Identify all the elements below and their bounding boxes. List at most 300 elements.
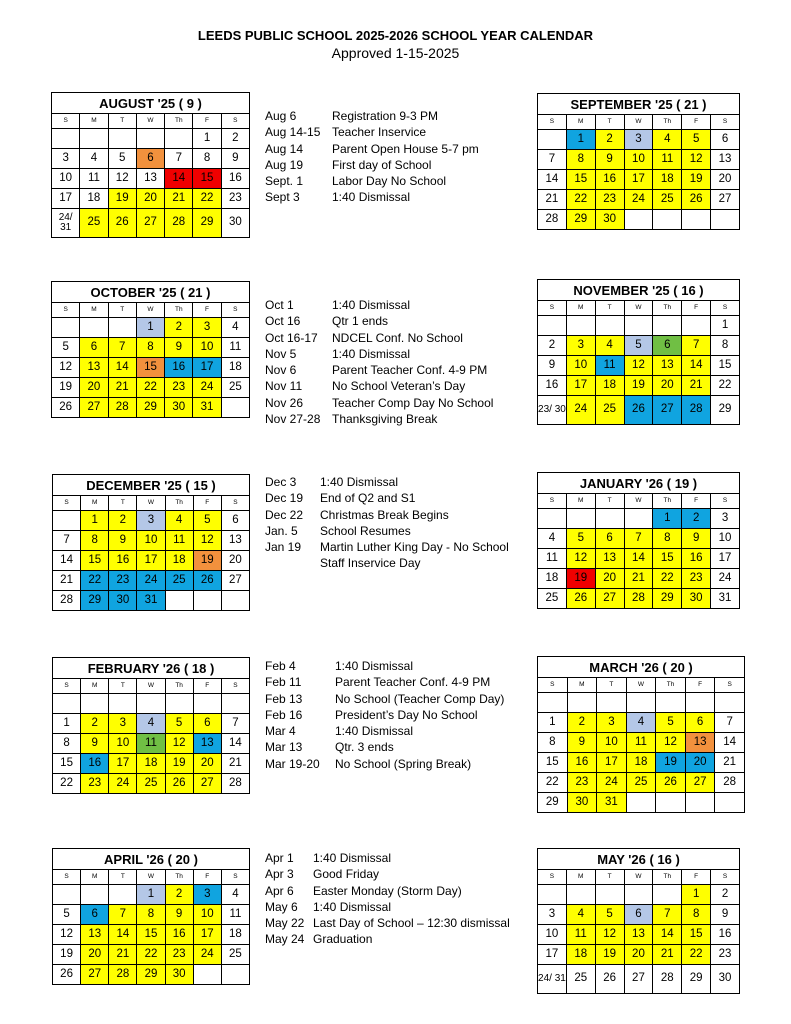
event-description: 1:40 Dismissal xyxy=(313,899,392,914)
event-row xyxy=(265,723,504,739)
day-cell: 18 xyxy=(538,569,567,589)
day-cell xyxy=(682,316,711,336)
day-cell: 26 xyxy=(656,773,686,793)
day-cell: 23 xyxy=(81,774,109,794)
day-cell: 15 xyxy=(193,169,221,189)
day-cell: 2 xyxy=(595,130,624,150)
day-of-week-header: F xyxy=(685,678,715,693)
day-cell: 31 xyxy=(193,398,221,418)
day-cell: 12 xyxy=(165,734,193,754)
day-cell: 10 xyxy=(193,338,221,358)
calendar-may xyxy=(537,848,740,994)
day-cell xyxy=(595,885,624,905)
event-description: School Resumes xyxy=(320,523,411,538)
day-cell: 21 xyxy=(653,945,682,965)
page-title: LEEDS PUBLIC SCHOOL 2025-2026 SCHOOL YEAR CALENDAR xyxy=(197,28,594,43)
event-date: Mar 13 xyxy=(265,740,303,755)
day-cell: 12 xyxy=(53,925,81,945)
day-cell xyxy=(193,591,221,611)
day-cell: 25 xyxy=(221,378,249,398)
event-description: 1:40 Dismissal xyxy=(332,298,411,312)
day-cell: 15 xyxy=(538,753,568,773)
day-cell: 19 xyxy=(595,945,624,965)
day-cell: 12 xyxy=(193,531,221,551)
day-cell: 20 xyxy=(80,378,108,398)
day-cell: 14 xyxy=(108,358,136,378)
day-cell: 12 xyxy=(595,925,624,945)
event-date: Nov 11 xyxy=(265,379,303,394)
day-cell xyxy=(193,965,221,985)
day-cell: 6 xyxy=(653,336,682,356)
day-cell xyxy=(715,793,745,813)
day-cell: 2 xyxy=(165,885,193,905)
day-cell xyxy=(538,693,568,713)
month-title: OCTOBER '25 ( 21 ) xyxy=(52,282,250,303)
day-cell: 9 xyxy=(538,356,567,376)
event-row xyxy=(265,539,509,555)
day-cell: 6 xyxy=(136,149,164,169)
day-cell xyxy=(193,694,221,714)
day-cell: 1 xyxy=(137,885,165,905)
day-cell: 8 xyxy=(81,531,109,551)
day-cell: 16 xyxy=(109,551,137,571)
event-row xyxy=(265,931,510,947)
day-cell: 2 xyxy=(221,129,249,149)
day-cell: 31 xyxy=(597,793,627,813)
day-cell: 25 xyxy=(626,773,656,793)
day-cell: 25 xyxy=(80,209,108,238)
day-cell: 28 xyxy=(538,210,567,230)
event-description: Thanksgiving Break xyxy=(332,412,438,427)
day-cell xyxy=(165,694,193,714)
day-cell: 10 xyxy=(624,150,653,170)
day-cell: 8 xyxy=(53,734,81,754)
day-of-week-header: T xyxy=(595,494,624,509)
event-description: Graduation xyxy=(313,932,373,947)
day-cell: 26 xyxy=(566,589,595,609)
day-cell: 16 xyxy=(682,549,711,569)
day-cell: 2 xyxy=(711,885,740,905)
day-cell: 2 xyxy=(567,713,597,733)
day-cell: 15 xyxy=(711,356,740,376)
day-of-week-header: S xyxy=(221,496,249,511)
day-cell: 28 xyxy=(53,591,81,611)
event-description: 1:40 Dismissal xyxy=(335,724,414,739)
day-of-week-header: S xyxy=(538,870,567,885)
day-cell: 6 xyxy=(711,130,740,150)
event-date: Aug 6 xyxy=(265,109,297,123)
day-of-week-header: T xyxy=(595,301,624,316)
event-description: Qtr 1 ends xyxy=(332,314,389,329)
day-cell xyxy=(682,210,711,230)
day-cell: 8 xyxy=(682,905,711,925)
day-cell: 4 xyxy=(566,905,595,925)
event-date: Jan 19 xyxy=(265,540,302,555)
day-cell: 8 xyxy=(566,150,595,170)
day-cell: 28 xyxy=(624,589,653,609)
day-cell: 27 xyxy=(595,589,624,609)
event-date: Feb 11 xyxy=(265,675,302,690)
day-cell xyxy=(137,694,165,714)
day-cell: 11 xyxy=(595,356,624,376)
event-description: 1:40 Dismissal xyxy=(332,190,411,205)
day-cell xyxy=(538,316,567,336)
day-cell: 22 xyxy=(682,945,711,965)
day-of-week-header: W xyxy=(624,494,653,509)
day-of-week-header: Th xyxy=(165,870,193,885)
day-cell: 27 xyxy=(711,190,740,210)
events-dec-jan xyxy=(265,474,509,572)
day-cell: 30 xyxy=(711,965,740,994)
day-cell: 21 xyxy=(165,189,193,209)
day-cell: 29 xyxy=(538,793,568,813)
event-description: No School Veteran’s Day xyxy=(332,379,466,394)
day-cell: 3 xyxy=(137,511,165,531)
day-of-week-header: W xyxy=(137,870,165,885)
day-cell: 29 xyxy=(682,965,711,994)
day-cell: 13 xyxy=(81,925,109,945)
day-cell: 19 xyxy=(193,551,221,571)
event-date: Nov 5 xyxy=(265,346,297,361)
day-cell: 6 xyxy=(81,905,109,925)
day-cell: 9 xyxy=(109,531,137,551)
day-of-week-header: Th xyxy=(653,870,682,885)
day-cell: 22 xyxy=(538,773,568,793)
day-cell: 19 xyxy=(108,189,136,209)
day-cell: 23/ 30 xyxy=(538,396,567,425)
day-cell: 5 xyxy=(595,905,624,925)
day-cell xyxy=(221,694,249,714)
day-cell xyxy=(653,210,682,230)
event-row xyxy=(265,915,510,931)
day-of-week-header: F xyxy=(682,301,711,316)
day-cell: 17 xyxy=(566,376,595,396)
month-title: MARCH '26 ( 20 ) xyxy=(538,657,745,678)
day-cell: 17 xyxy=(711,549,740,569)
month-title: AUGUST '25 ( 9 ) xyxy=(52,93,250,114)
day-cell: 5 xyxy=(656,713,686,733)
day-cell: 28 xyxy=(221,774,249,794)
day-cell: 20 xyxy=(653,376,682,396)
day-cell: 3 xyxy=(109,714,137,734)
day-cell: 1 xyxy=(566,130,595,150)
day-cell xyxy=(108,129,136,149)
event-description: 1:40 Dismissal xyxy=(332,346,411,361)
day-cell: 20 xyxy=(685,753,715,773)
day-cell: 17 xyxy=(193,358,221,378)
day-cell: 29 xyxy=(137,965,165,985)
day-of-week-header: T xyxy=(595,115,624,130)
day-cell: 7 xyxy=(53,531,81,551)
day-cell: 31 xyxy=(137,591,165,611)
day-of-week-header: S xyxy=(53,870,81,885)
day-cell: 15 xyxy=(81,551,109,571)
day-of-week-header: S xyxy=(53,679,81,694)
event-description: NDCEL Conf. No School xyxy=(332,330,463,345)
day-cell: 17 xyxy=(137,551,165,571)
day-of-week-header: T xyxy=(109,870,137,885)
day-cell: 9 xyxy=(165,905,193,925)
day-cell: 7 xyxy=(538,150,567,170)
day-cell xyxy=(597,693,627,713)
calendar-september xyxy=(537,93,740,230)
day-cell: 15 xyxy=(653,549,682,569)
day-cell: 10 xyxy=(109,734,137,754)
event-date: Aug 14-15 xyxy=(265,125,321,140)
day-of-week-header: M xyxy=(566,494,595,509)
day-cell: 7 xyxy=(682,336,711,356)
day-of-week-header: W xyxy=(137,496,165,511)
day-cell: 12 xyxy=(624,356,653,376)
day-cell: 15 xyxy=(137,925,165,945)
day-cell: 25 xyxy=(653,190,682,210)
day-cell: 9 xyxy=(221,149,249,169)
event-row xyxy=(265,756,504,772)
day-of-week-header: F xyxy=(682,870,711,885)
event-description: End of Q2 and S1 xyxy=(320,491,416,506)
event-date: Oct 1 xyxy=(265,298,294,312)
day-cell: 23 xyxy=(567,773,597,793)
day-cell: 1 xyxy=(538,713,568,733)
day-cell xyxy=(165,591,193,611)
day-cell: 20 xyxy=(711,170,740,190)
day-of-week-header: Th xyxy=(165,496,193,511)
day-of-week-header: M xyxy=(566,115,595,130)
day-cell: 1 xyxy=(711,316,740,336)
day-cell xyxy=(566,316,595,336)
day-cell xyxy=(136,129,164,149)
day-cell: 7 xyxy=(165,149,193,169)
events-feb-mar xyxy=(265,658,504,772)
day-of-week-header: Th xyxy=(653,494,682,509)
event-date: Feb 4 xyxy=(265,659,296,673)
day-of-week-header: S xyxy=(711,301,740,316)
day-cell: 10 xyxy=(538,925,567,945)
day-cell: 15 xyxy=(682,925,711,945)
day-cell: 18 xyxy=(137,754,165,774)
day-cell: 23 xyxy=(109,571,137,591)
day-cell: 16 xyxy=(567,753,597,773)
event-description: Good Friday xyxy=(313,867,380,882)
event-row xyxy=(265,157,479,173)
day-of-week-header: S xyxy=(538,115,567,130)
day-cell xyxy=(715,693,745,713)
event-row xyxy=(265,330,493,346)
event-date: Oct 16-17 xyxy=(265,330,318,345)
calendar-october xyxy=(51,281,250,418)
day-cell xyxy=(80,318,108,338)
day-cell: 24 xyxy=(624,190,653,210)
day-of-week-header: M xyxy=(81,870,109,885)
day-cell: 6 xyxy=(193,714,221,734)
day-cell: 21 xyxy=(538,190,567,210)
day-of-week-header: S xyxy=(221,870,249,885)
day-of-week-header: T xyxy=(109,496,137,511)
day-cell xyxy=(80,129,108,149)
event-row xyxy=(265,674,504,690)
day-cell: 17 xyxy=(538,945,567,965)
day-cell: 8 xyxy=(193,149,221,169)
day-cell: 20 xyxy=(81,945,109,965)
day-cell: 9 xyxy=(682,529,711,549)
day-cell: 28 xyxy=(109,965,137,985)
event-date: Sept. 1 xyxy=(265,174,304,189)
event-row xyxy=(265,411,493,427)
day-cell: 28 xyxy=(653,965,682,994)
day-cell: 23 xyxy=(711,945,740,965)
event-date: May 6 xyxy=(265,899,298,914)
event-description: 1:40 Dismissal xyxy=(335,659,414,673)
day-cell: 11 xyxy=(80,169,108,189)
day-cell: 11 xyxy=(165,531,193,551)
day-cell xyxy=(566,885,595,905)
day-cell: 20 xyxy=(193,754,221,774)
day-cell: 4 xyxy=(221,885,249,905)
calendar-november xyxy=(537,279,740,425)
day-cell: 4 xyxy=(626,713,656,733)
day-cell: 4 xyxy=(137,714,165,734)
day-cell xyxy=(595,316,624,336)
day-of-week-header: Th xyxy=(165,303,193,318)
day-of-week-header: S xyxy=(221,679,249,694)
event-date: Dec 19 xyxy=(265,491,304,506)
day-cell: 29 xyxy=(711,396,740,425)
event-row xyxy=(265,850,510,866)
day-cell: 5 xyxy=(682,130,711,150)
day-of-week-header: W xyxy=(624,870,653,885)
day-cell: 16 xyxy=(595,170,624,190)
day-of-week-header: Th xyxy=(653,301,682,316)
day-cell: 14 xyxy=(682,356,711,376)
day-of-week-header: F xyxy=(193,114,221,129)
day-cell: 28 xyxy=(715,773,745,793)
day-cell: 26 xyxy=(193,571,221,591)
day-cell: 4 xyxy=(165,511,193,531)
day-of-week-header: S xyxy=(538,678,568,693)
day-cell: 2 xyxy=(682,509,711,529)
day-cell: 8 xyxy=(711,336,740,356)
event-row xyxy=(265,141,479,157)
day-cell: 14 xyxy=(165,169,193,189)
event-row xyxy=(265,124,479,140)
calendar-january xyxy=(537,472,740,609)
day-cell: 21 xyxy=(715,753,745,773)
event-description: No School (Teacher Comp Day) xyxy=(335,691,505,706)
event-row xyxy=(265,707,504,723)
day-cell: 3 xyxy=(193,318,221,338)
day-cell: 27 xyxy=(136,209,164,238)
day-cell: 24 xyxy=(597,773,627,793)
day-of-week-header: S xyxy=(221,303,249,318)
day-cell: 5 xyxy=(165,714,193,734)
event-date: Nov 26 xyxy=(265,395,304,410)
day-of-week-header: W xyxy=(137,679,165,694)
day-cell: 17 xyxy=(597,753,627,773)
event-description: President’s Day No School xyxy=(335,707,478,722)
day-cell: 7 xyxy=(221,714,249,734)
day-cell: 23 xyxy=(165,378,193,398)
day-of-week-header: S xyxy=(538,494,567,509)
event-row xyxy=(265,523,509,539)
event-description: Teacher Comp Day No School xyxy=(332,395,494,410)
day-cell: 2 xyxy=(109,511,137,531)
day-cell: 25 xyxy=(538,589,567,609)
day-cell: 12 xyxy=(682,150,711,170)
event-date: Feb 13 xyxy=(265,691,303,706)
day-cell xyxy=(653,885,682,905)
event-description: Last Day of School – 12:30 dismissal xyxy=(313,916,510,931)
day-cell: 21 xyxy=(682,376,711,396)
day-cell: 19 xyxy=(566,569,595,589)
day-of-week-header: M xyxy=(81,679,109,694)
day-cell: 23 xyxy=(165,945,193,965)
day-cell: 22 xyxy=(653,569,682,589)
day-of-week-header: T xyxy=(108,114,136,129)
day-cell: 26 xyxy=(624,396,653,425)
event-row xyxy=(265,490,509,506)
day-of-week-header: T xyxy=(597,678,627,693)
day-cell: 26 xyxy=(108,209,136,238)
day-cell: 24 xyxy=(566,396,595,425)
day-cell: 14 xyxy=(538,170,567,190)
day-cell: 17 xyxy=(52,189,80,209)
day-cell: 18 xyxy=(595,376,624,396)
day-cell: 24 xyxy=(109,774,137,794)
day-of-week-header: M xyxy=(80,114,108,129)
day-of-week-header: Th xyxy=(653,115,682,130)
day-cell: 26 xyxy=(53,965,81,985)
day-cell: 8 xyxy=(137,905,165,925)
day-of-week-header: W xyxy=(626,678,656,693)
day-cell: 5 xyxy=(624,336,653,356)
event-date: May 22 xyxy=(265,916,305,931)
day-cell: 11 xyxy=(566,925,595,945)
day-cell xyxy=(624,316,653,336)
event-description: Qtr. 3 ends xyxy=(335,740,394,755)
day-cell: 2 xyxy=(165,318,193,338)
day-of-week-header: M xyxy=(567,678,597,693)
day-of-week-header: Th xyxy=(165,114,193,129)
day-cell: 28 xyxy=(682,396,711,425)
event-description: Staff Inservice Day xyxy=(320,556,421,571)
day-cell: 21 xyxy=(53,571,81,591)
day-cell: 8 xyxy=(136,338,164,358)
day-cell: 23 xyxy=(221,189,249,209)
day-cell: 4 xyxy=(538,529,567,549)
month-title: NOVEMBER '25 ( 16 ) xyxy=(538,280,740,301)
day-cell: 18 xyxy=(566,945,595,965)
month-title: MAY '26 ( 16 ) xyxy=(538,849,740,870)
day-cell: 11 xyxy=(137,734,165,754)
day-cell: 13 xyxy=(80,358,108,378)
day-cell: 25 xyxy=(221,945,249,965)
day-cell: 14 xyxy=(653,925,682,945)
day-cell: 10 xyxy=(137,531,165,551)
day-cell: 19 xyxy=(656,753,686,773)
day-cell: 22 xyxy=(81,571,109,591)
event-date: Dec 22 xyxy=(265,507,304,522)
day-cell: 20 xyxy=(221,551,249,571)
event-date: Aug 14 xyxy=(265,141,304,156)
event-row xyxy=(265,362,493,378)
day-cell: 19 xyxy=(165,754,193,774)
day-cell xyxy=(221,965,249,985)
day-cell: 24 xyxy=(193,378,221,398)
day-cell: 19 xyxy=(682,170,711,190)
day-of-week-header: M xyxy=(80,303,108,318)
day-cell: 11 xyxy=(221,338,249,358)
day-cell: 6 xyxy=(685,713,715,733)
